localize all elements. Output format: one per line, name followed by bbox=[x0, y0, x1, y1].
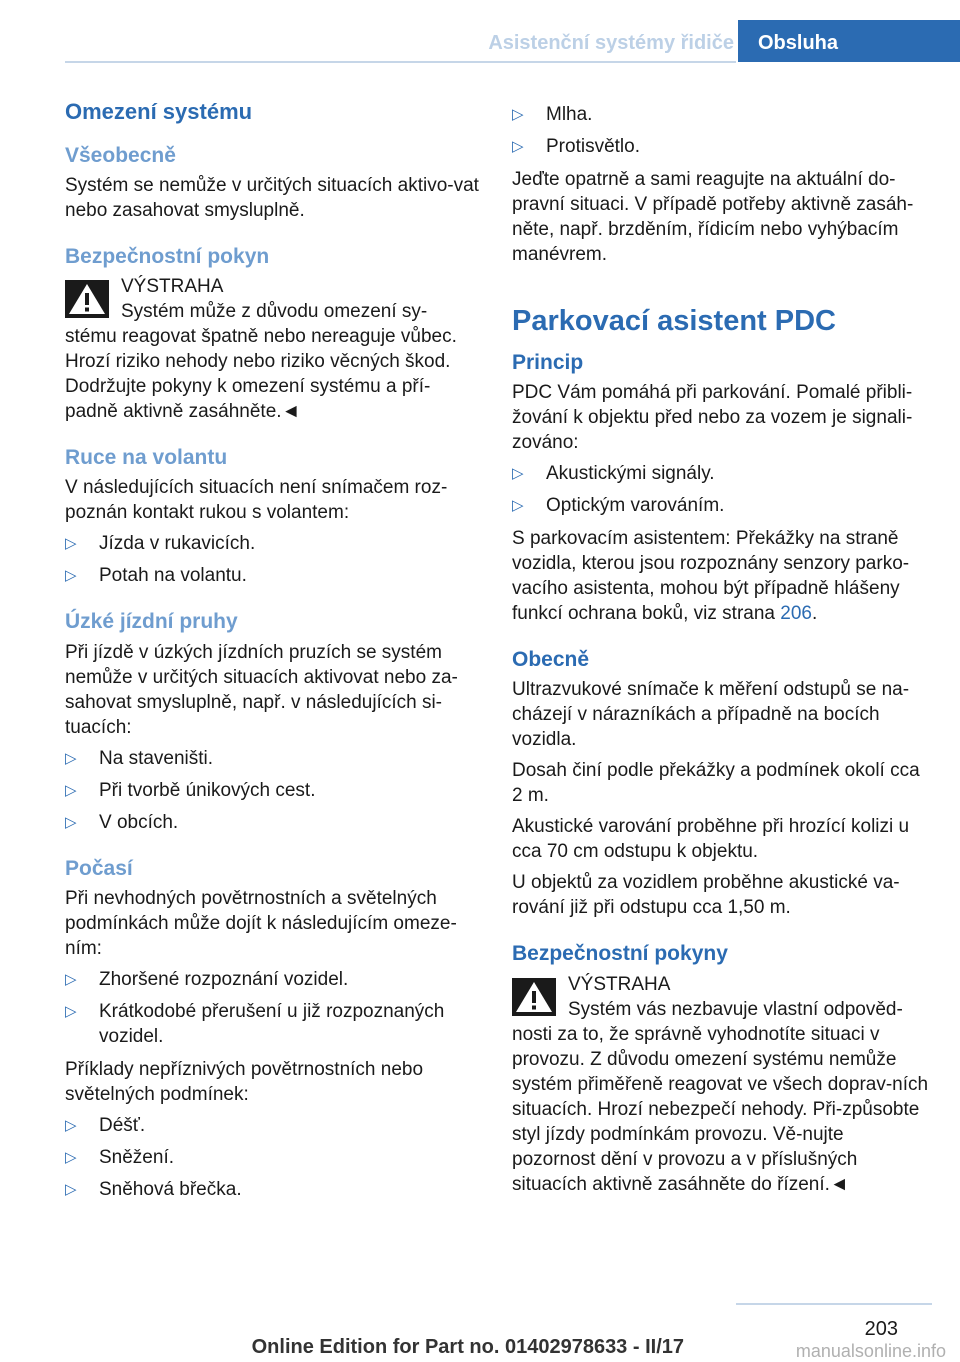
watermark: manualsonline.info bbox=[795, 1341, 946, 1361]
warning-first-line: Systém může z důvodu omezení sy‐ bbox=[121, 301, 428, 323]
list-item: ▷ V obcích. bbox=[65, 811, 179, 833]
warning-triangle-icon bbox=[65, 280, 109, 318]
principle-text: PDC Vám pomáhá při parkování. Pomalé přibli‐žování k objektu před nebo za vozem je signali‐zováno: bbox=[512, 381, 913, 453]
bullet-triangle-icon: ▷ bbox=[65, 749, 77, 767]
principle-list bbox=[512, 461, 932, 518]
general-pdc-text-3: Akustické varování proběhne při hrozící kolizi u cca 70 cm odstupu k objektu. bbox=[512, 816, 910, 863]
header-chapter-tab: Obsluha bbox=[738, 20, 960, 62]
right-column bbox=[512, 98, 932, 1205]
bullet-triangle-icon: ▷ bbox=[512, 106, 524, 123]
bullet-triangle-icon: ▷ bbox=[65, 813, 77, 831]
warning-triangle-icon bbox=[512, 978, 556, 1016]
general-text: Systém se nemůže v určitých situacích aktivo‐vat nebo zasahovat smysluplně. bbox=[65, 174, 479, 221]
hands-list bbox=[65, 531, 480, 588]
examples-text: Příklady nepříznivých povětrnostních nebo světelných podmínek: bbox=[65, 1059, 424, 1106]
bullet-triangle-icon: ▷ bbox=[65, 971, 77, 989]
page-header bbox=[0, 0, 960, 62]
header-rule bbox=[65, 61, 736, 63]
list-item: ▷ Optickým varováním. bbox=[512, 494, 725, 516]
limits-title: Omezení systému bbox=[65, 99, 253, 124]
bullet-triangle-icon: ▷ bbox=[512, 138, 524, 155]
caution-text: Jeďte opatrně a sami reagujte na aktuální do‐pravní situaci. V případě potřeby aktivně zasáh‐něte, např. brzděním, řídicím nebo vyhýbacím manévrem. bbox=[512, 169, 914, 265]
pdc-safety-title: Bezpečnostní pokyny bbox=[512, 942, 728, 966]
list-item: ▷ Sněhová břečka. bbox=[65, 1179, 242, 1201]
list-item: ▷ Krátkodobé přerušení u již rozpoznaných vozidel. bbox=[65, 1001, 445, 1048]
general-pdc-title: Obecně bbox=[512, 647, 590, 671]
list-item: ▷ Na staveništi. bbox=[65, 747, 214, 769]
lanes-text: Při jízdě v úzkých jízdních pruzích se systém nemůže v určitých situacích aktivovat nebo za‐sahovat smysluplně, např. v následujících si‐tuacích: bbox=[65, 641, 458, 738]
warning-box bbox=[65, 274, 480, 424]
pdc-warning-text: nosti za to, že správně vyhodnotíte situaci v provozu. Z důvodu omezení systému nemůže systém přiměřeně reagovat ve všech doprav‐ních situacích. Hrozí nebezpečí nehody. Při‐způsobte styl jízdy podmínkám provozu. Vě‐nujte pozornost dění v provozu a v příslušných situacích aktivně zasáhněte do řízení.◄ bbox=[512, 1023, 929, 1195]
general-pdc-text-2: Dosah činí podle překážky a podmínek okolí cca 2 m. bbox=[512, 760, 920, 807]
list-item: ▷ Akustickými signály. bbox=[512, 462, 715, 484]
lanes-title: Úzké jízdní pruhy bbox=[65, 610, 238, 634]
list-item: ▷ Při tvorbě únikových cest. bbox=[65, 779, 316, 801]
warning-label: VÝSTRAHA bbox=[121, 276, 224, 298]
bullet-triangle-icon: ▷ bbox=[65, 567, 77, 585]
list-item: ▷ Sněžení. bbox=[65, 1147, 174, 1169]
pdc-warning-first-line: Systém vás nezbavuje vlastní odpověd‐ bbox=[568, 998, 903, 1020]
weather-text: Při nevhodných povětrnostních a světelných podmínkách může dojít k následujícím omeze‐ním: bbox=[65, 888, 457, 960]
list-item: ▷ Protisvětlo. bbox=[512, 136, 640, 157]
bullet-triangle-icon: ▷ bbox=[65, 1149, 77, 1167]
bullet-triangle-icon: ▷ bbox=[65, 1117, 77, 1135]
pdc-warning-label: VÝSTRAHA bbox=[568, 973, 671, 995]
conditions-list bbox=[512, 102, 932, 159]
general-pdc-text-4: U objektů za vozidlem proběhne akustické va‐rování již při odstupu cca 1,50 m. bbox=[512, 872, 900, 919]
header-section-title: Asistenční systémy řidiče bbox=[488, 32, 734, 54]
weather-list bbox=[65, 967, 480, 1049]
pdc-warning-box bbox=[512, 972, 932, 1197]
lanes-list bbox=[65, 746, 480, 835]
weather-title: Počasí bbox=[65, 856, 133, 880]
list-item: ▷ Déšť. bbox=[65, 1115, 146, 1137]
hands-text: V následujících situacích není snímačem roz‐poznán kontakt rukou s volantem: bbox=[65, 477, 448, 524]
examples-list bbox=[65, 1113, 480, 1202]
bullet-triangle-icon: ▷ bbox=[65, 781, 77, 799]
principle-title: Princip bbox=[512, 350, 584, 374]
bullet-triangle-icon: ▷ bbox=[65, 1003, 77, 1021]
assist-text: S parkovacím asistentem: Překážky na straně vozidla, kterou jsou rozpoznány senzory parko‐vacího asistenta, mohou být případně hlášeny funkcí ochrana boků, viz strana 206. bbox=[512, 527, 910, 624]
bullet-triangle-icon: ▷ bbox=[512, 496, 524, 514]
general-title: Všeobecně bbox=[65, 143, 176, 167]
left-column bbox=[65, 98, 480, 1210]
edition-note: Online Edition for Part no. 01402978633 - II/17 bbox=[251, 1336, 684, 1358]
safety-title: Bezpečnostní pokyn bbox=[65, 244, 270, 268]
bullet-triangle-icon: ▷ bbox=[65, 535, 77, 553]
bullet-triangle-icon: ▷ bbox=[512, 464, 524, 482]
list-item: ▷ Zhoršené rozpoznání vozidel. bbox=[65, 969, 349, 991]
hands-title: Ruce na volantu bbox=[65, 446, 228, 470]
list-item: ▷ Jízda v rukavicích. bbox=[65, 533, 256, 555]
list-item: ▷ Potah na volantu. bbox=[65, 565, 247, 587]
pdc-title: Parkovací asistent PDC bbox=[512, 305, 836, 337]
footer-rule bbox=[736, 1303, 932, 1305]
general-pdc-text-1: Ultrazvukové snímače k měření odstupů se na‐cházejí v nárazníkách a případně na bocích vozidla. bbox=[512, 679, 910, 751]
list-item: ▷ Mlha. bbox=[512, 104, 593, 125]
page-reference-link[interactable]: 206 bbox=[780, 602, 812, 624]
bullet-triangle-icon: ▷ bbox=[65, 1181, 77, 1199]
warning-text: stému reagovat špatně nebo nereaguje vůbec. Hrozí riziko nehody nebo riziko věcných škod. Dodržujte pokyny k omezení systému a pří‐padně aktivně zasáhněte.◄ bbox=[65, 326, 457, 423]
page-number: 203 bbox=[864, 1318, 898, 1340]
